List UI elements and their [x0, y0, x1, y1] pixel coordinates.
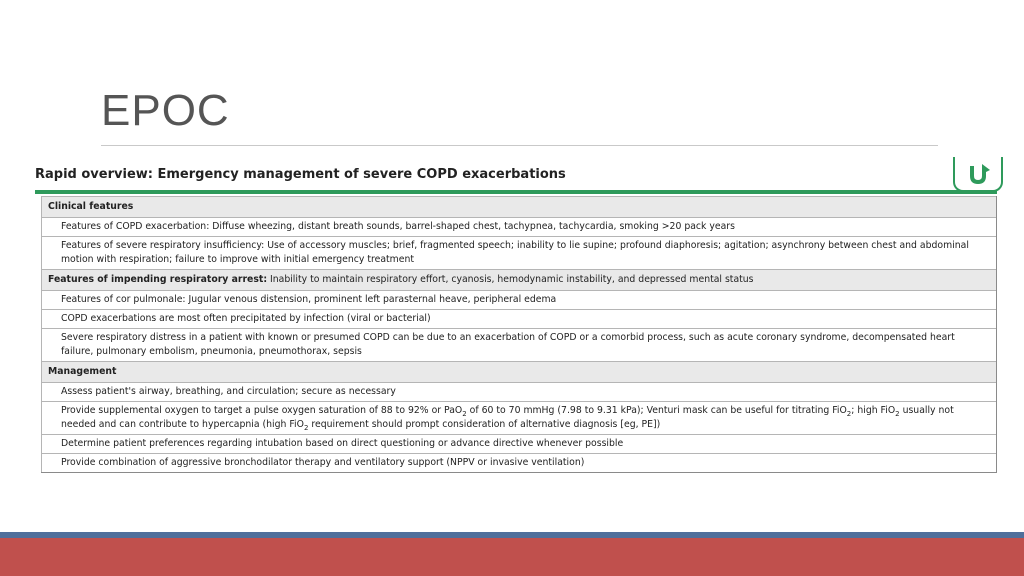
- table-row: Severe respiratory distress in a patient with known or presumed COPD can be due to an exacerbation of COPD or a comorbid process, such as acute coronary syndrome, decompensated heart failure, pulmonary embolism, pneumonia, pneumothorax, sepsis: [42, 329, 997, 362]
- table-row: Provide supplemental oxygen to target a pulse oxygen saturation of 88 to 92% or PaO$_2$ of 60 to 70 mmHg (7.98 to 9.31 kPa); Venturi mask can be useful for titrating FiO$_2$; high FiO$_2$ usually not needed and can contribute to hypercapnia (high FiO$_2$ requirement should prompt consideration of alternative diagnosis [eg, PE]): [42, 402, 997, 435]
- document-heading: Rapid overview: Emergency management of severe COPD exacerbations: [35, 167, 566, 182]
- title-divider: [101, 145, 938, 146]
- table-row: Features of COPD exacerbation: Diffuse wheezing, distant breath sounds, barrel-shaped chest, tachypnea, tachycardia, smoking >20 pack years: [42, 218, 997, 237]
- section-header-clinical: Clinical features: [42, 197, 997, 218]
- section-header-management: Management: [42, 362, 997, 383]
- table-row: Assess patient's airway, breathing, and circulation; secure as necessary: [42, 383, 997, 402]
- section-header-arrest: Features of impending respiratory arrest: Inability to maintain respiratory effort, cyanosis, hemodynamic instability, and depressed mental status: [42, 270, 997, 291]
- table-row: Features of cor pulmonale: Jugular venous distension, prominent left parasternal heave, peripheral edema: [42, 291, 997, 310]
- table-row: Provide combination of aggressive bronchodilator therapy and ventilatory support (NPPV or invasive ventilation): [42, 454, 997, 473]
- overview-table: [41, 196, 997, 473]
- footer-band-red: [0, 538, 1024, 576]
- table-row: COPD exacerbations are most often precipitated by infection (viral or bacterial): [42, 310, 997, 329]
- uptodate-logo-icon: [953, 157, 1003, 192]
- slide-title: EPOC: [101, 86, 230, 135]
- table-row: Features of severe respiratory insufficiency: Use of accessory muscles; brief, fragmented speech; inability to lie supine; profound diaphoresis; agitation; asynchrony between chest and abdominal motion with respiration; failure to improve with initial emergency treatment: [42, 237, 997, 270]
- heading-underline: [35, 190, 997, 194]
- overview-document: [35, 165, 997, 473]
- table-row: Determine patient preferences regarding intubation based on direct questioning or advance directive whenever possible: [42, 435, 997, 454]
